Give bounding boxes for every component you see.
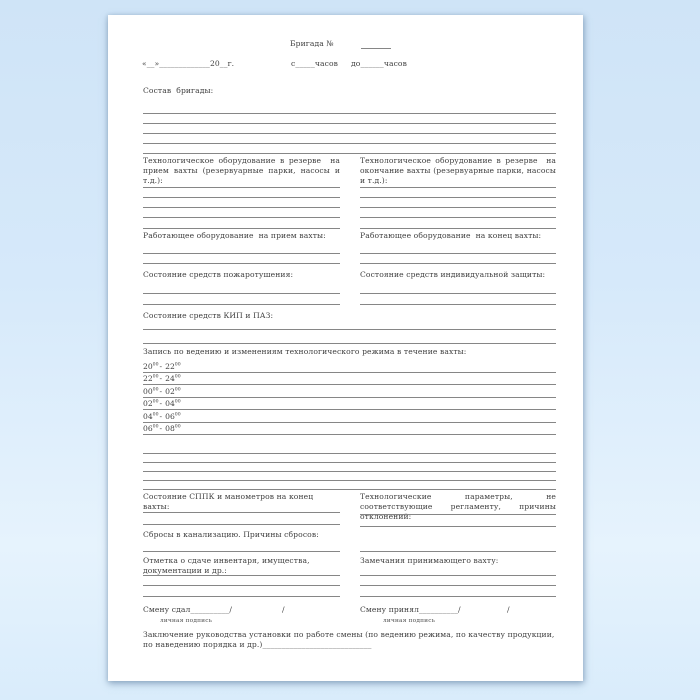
ruled-line [360,514,556,515]
ruled-line [360,575,556,576]
ruled-line [143,207,340,208]
ruled-line [143,512,340,513]
log-row [143,412,556,423]
brigade-number-label: Бригада № [290,39,334,48]
date-blank-line: «__»_____________20__г. [142,59,235,68]
log-time-range: $04^{00}-$ $06^{00}$ [143,412,181,421]
ruled-line [360,217,556,218]
kip-paz-heading: Состояние средств КИП и ПАЗ: [143,311,274,320]
log-row [143,424,556,435]
brigade-number-blank-line [361,48,391,49]
tech-params-heading: Технологические параметры, не соответствующие регламенту, причины отклонений: [360,492,559,521]
ruled-line [360,207,556,208]
shift-log-heading: Запись по ведению и изменениям технологического режима в течение вахты: [143,347,467,356]
document-page [108,15,583,681]
reserve-equipment-start-heading: Технологическое оборудование в резерве на прием вахты (резервуарные парки, насосы и т.д.): [143,156,343,185]
ruled-line [360,263,556,264]
ruled-line [143,575,340,576]
ruled-line [143,551,340,552]
log-row [143,362,556,373]
ruled-line [143,489,556,490]
inventory-handover-heading: Отметка о сдаче инвентаря, имущества, документации и др.: [143,556,313,575]
fire-equipment-heading: Состояние средств пожаротушения: [143,270,294,279]
ruled-line [143,480,556,481]
hours-from-blank: с_____часов [291,59,338,68]
ruled-line [143,217,340,218]
crew-heading: Состав бригады: [143,86,214,95]
ruled-line [360,304,556,305]
ruled-line [143,524,340,525]
ruled-line [143,596,340,597]
ruled-line [143,228,340,229]
shift-handed-label: Смену сдал__________/ [143,605,233,614]
ruled-line [143,462,556,463]
shift-accepted-label: Смену принял__________/ [360,605,461,614]
reserve-equipment-end-heading: Технологическое оборудование в резерве на окончание вахты (резервуарные парки, насосы и т.д.): [360,156,559,185]
ruled-line [360,197,556,198]
ruled-line [143,304,340,305]
ruled-line [143,133,556,134]
working-equipment-start-heading: Работающее оборудование на прием вахты: [143,231,326,240]
ruled-line [360,253,556,254]
remarks-accepting-heading: Замечания принимающего вахту: [360,556,499,565]
ruled-line [143,343,556,344]
ruled-line [143,187,340,188]
ruled-line [143,263,340,264]
ruled-line [360,526,556,527]
personal-signature-note-right: личная подпись [383,618,436,624]
ruled-line [143,585,340,586]
working-equipment-end-heading: Работающее оборудование на конец вахты: [360,231,542,240]
ruled-line [143,471,556,472]
personal-signature-note-left: личная подпись [160,618,213,624]
ruled-line [360,187,556,188]
management-conclusion: Заключение руководства установки по работе смены (по ведению режима, по качеству продукции, по наведению порядка и др.)____________________________ [143,630,557,649]
ruled-line [360,293,556,294]
hours-to-blank: до______часов [351,59,407,68]
log-time-range: $02^{00}-$ $04^{00}$ [143,399,181,408]
shift-handed-second-slash: / [282,605,285,614]
log-row [143,399,556,410]
ruled-line [143,113,556,114]
log-row [143,374,556,385]
ruled-line [143,123,556,124]
ruled-line [143,143,556,144]
personal-protection-heading: Состояние средств индивидуальной защиты: [360,270,546,279]
log-time-range: $20^{00}-$ $22^{00}$ [143,362,181,371]
ruled-line [143,453,556,454]
ruled-line [360,596,556,597]
ruled-line [143,293,340,294]
ruled-line [360,551,556,552]
ruled-line [360,228,556,229]
ruled-line [143,153,556,154]
ruled-line [143,253,340,254]
log-row [143,387,556,398]
ruled-line [360,585,556,586]
shift-accepted-second-slash: / [507,605,510,614]
log-time-range: $00^{00}-$ $02^{00}$ [143,387,181,396]
ruled-line [143,197,340,198]
log-time-range: $06^{00}-$ $08^{00}$ [143,424,181,433]
ruled-line [143,329,556,330]
drains-heading: Сбросы в канализацию. Причины сбросов: [143,530,319,539]
sppk-gauges-heading: Состояние СППК и манометров на конец вахты: [143,492,316,511]
log-time-range: $22^{00}-$ $24^{00}$ [143,374,181,383]
